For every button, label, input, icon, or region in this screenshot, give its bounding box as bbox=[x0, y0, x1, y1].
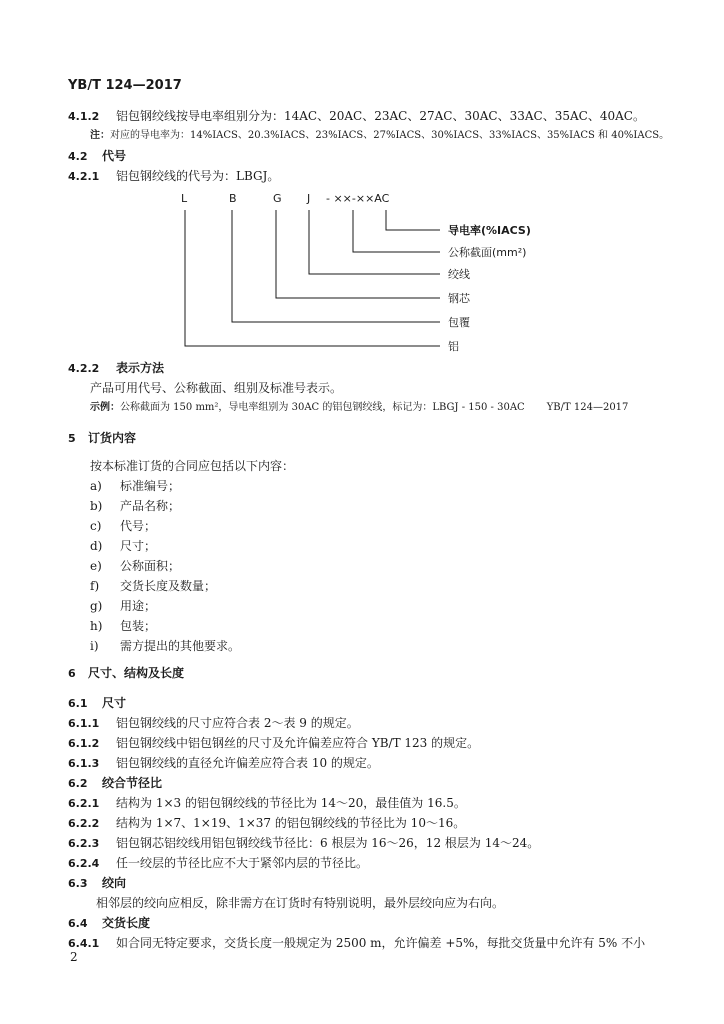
diagram-letter-l: L bbox=[181, 192, 188, 205]
diagram-letter-g: G bbox=[273, 192, 282, 205]
clause-number: 4.2.1 bbox=[68, 170, 100, 183]
clause-text: 铝包钢绞线的代号为：LBGJ。 bbox=[116, 169, 280, 183]
list-item: d) 尺寸； bbox=[90, 539, 157, 553]
standard-code-header: YB/T 124—2017 bbox=[68, 78, 182, 93]
section-6-2: 6.2 绞合节径比 bbox=[68, 776, 163, 790]
diagram-leader-lines bbox=[185, 210, 440, 346]
clause-6-2-4: 6.2.4 任一绞层的节径比应不大于紧邻内层的节径比。 bbox=[68, 856, 369, 870]
section-6-3: 6.3 绞向 bbox=[68, 876, 127, 890]
diagram-label-stranded: 绞线 bbox=[448, 268, 470, 281]
section-5 bbox=[68, 430, 136, 447]
clause-title: 表示方法 bbox=[116, 361, 165, 375]
section-title: 订货内容 bbox=[88, 431, 137, 445]
section-6-4: 6.4 交货长度 bbox=[68, 916, 151, 930]
section-title: 尺寸、结构及长度 bbox=[88, 666, 185, 680]
clause-6-2-3: 6.2.3 铝包钢芯铝绞线用铝包钢绞线节径比：6 根层为 16～26，12 根层为 14～24。 bbox=[68, 836, 540, 850]
section-number: 4.2 bbox=[68, 150, 88, 163]
section-6-3-text: 相邻层的绞向应相反，除非需方在订货时有特别说明，最外层绞向应为右向。 bbox=[96, 896, 505, 910]
diagram-label-steel-core: 钢芯 bbox=[448, 292, 470, 305]
diagram-letter-b: B bbox=[229, 192, 237, 205]
clause-text: 铝包钢绞线按导电率组别分为：14AC、20AC、23AC、27AC、30AC、33AC、35AC、40AC。 bbox=[116, 109, 645, 123]
clause-6-2-2: 6.2.2 结构为 1×7、1×19、1×37 的铝包钢绞线的节径比为 10～16。 bbox=[68, 816, 466, 830]
note-label: 注： bbox=[90, 130, 110, 141]
diagram-code-suffix: - ××-××AC bbox=[326, 192, 390, 205]
list-item: i) 需方提出的其他要求。 bbox=[90, 639, 241, 653]
clause-4-2-2 bbox=[68, 360, 164, 377]
section-number: 5 bbox=[68, 432, 76, 445]
clause-6-4-1: 6.4.1 如合同无特定要求，交货长度一般规定为 2500 m，允许偏差 +5%，每批交货量中允许有 5% 不小 bbox=[68, 936, 646, 950]
clause-4-2-2-text: 产品可用代号、公称截面、组别及标准号表示。 bbox=[90, 381, 343, 395]
clause-6-2-1: 6.2.1 结构为 1×3 的铝包钢绞线的节径比为 14～20，最佳值为 16.5。 bbox=[68, 796, 466, 810]
list-item: b) 产品名称； bbox=[90, 499, 181, 513]
list-item: h) 包装； bbox=[90, 619, 157, 633]
example-text: 公称截面为 150 mm²，导电率组别为 30AC 的铝包钢绞线，标记为：LBGJ - 150 - 30AC bbox=[120, 402, 525, 413]
clause-number: 4.2.2 bbox=[68, 362, 100, 375]
clause-6-1-2: 6.1.2 铝包钢绞线中铝包钢丝的尺寸及允许偏差应符合 YB/T 123 的规定。 bbox=[68, 736, 480, 750]
list-item: f) 交货长度及数量； bbox=[90, 579, 217, 593]
diagram-letter-j: J bbox=[307, 192, 311, 205]
clause-6-1-1: 6.1.1 铝包钢绞线的尺寸应符合表 2～表 9 的规定。 bbox=[68, 716, 359, 730]
example-standard: YB/T 124—2017 bbox=[546, 402, 629, 413]
example-label: 示例： bbox=[90, 402, 120, 413]
section-5-intro: 按本标准订货的合同应包括以下内容： bbox=[90, 459, 295, 473]
list-item: a) 标准编号； bbox=[90, 479, 181, 493]
diagram-label-cross-section: 公称截面(mm²) bbox=[448, 246, 527, 259]
page-number: 2 bbox=[70, 950, 78, 964]
clause-6-1-3: 6.1.3 铝包钢绞线的直径允许偏差应符合表 10 的规定。 bbox=[68, 756, 379, 770]
list-item: g) 用途； bbox=[90, 599, 157, 613]
diagram-label-clad: 包覆 bbox=[448, 316, 470, 329]
section-6-1: 6.1 尺寸 bbox=[68, 696, 127, 710]
section-number: 6 bbox=[68, 667, 76, 680]
diagram-label-aluminum: 铝 bbox=[448, 340, 459, 353]
diagram-label-conductivity: 导电率(%IACS) bbox=[448, 224, 531, 237]
note-text: 对应的导电率为：14%IACS、20.3%IACS、23%IACS、27%IACS、30%IACS、33%IACS、35%IACS 和 40%IACS。 bbox=[110, 130, 670, 141]
section-6 bbox=[68, 665, 184, 682]
example-4-2-2 bbox=[90, 400, 628, 416]
clause-number: 4.1.2 bbox=[68, 110, 100, 123]
section-title: 代号 bbox=[102, 149, 127, 163]
list-item: e) 公称面积； bbox=[90, 559, 181, 573]
list-item: c) 代号； bbox=[90, 519, 157, 533]
